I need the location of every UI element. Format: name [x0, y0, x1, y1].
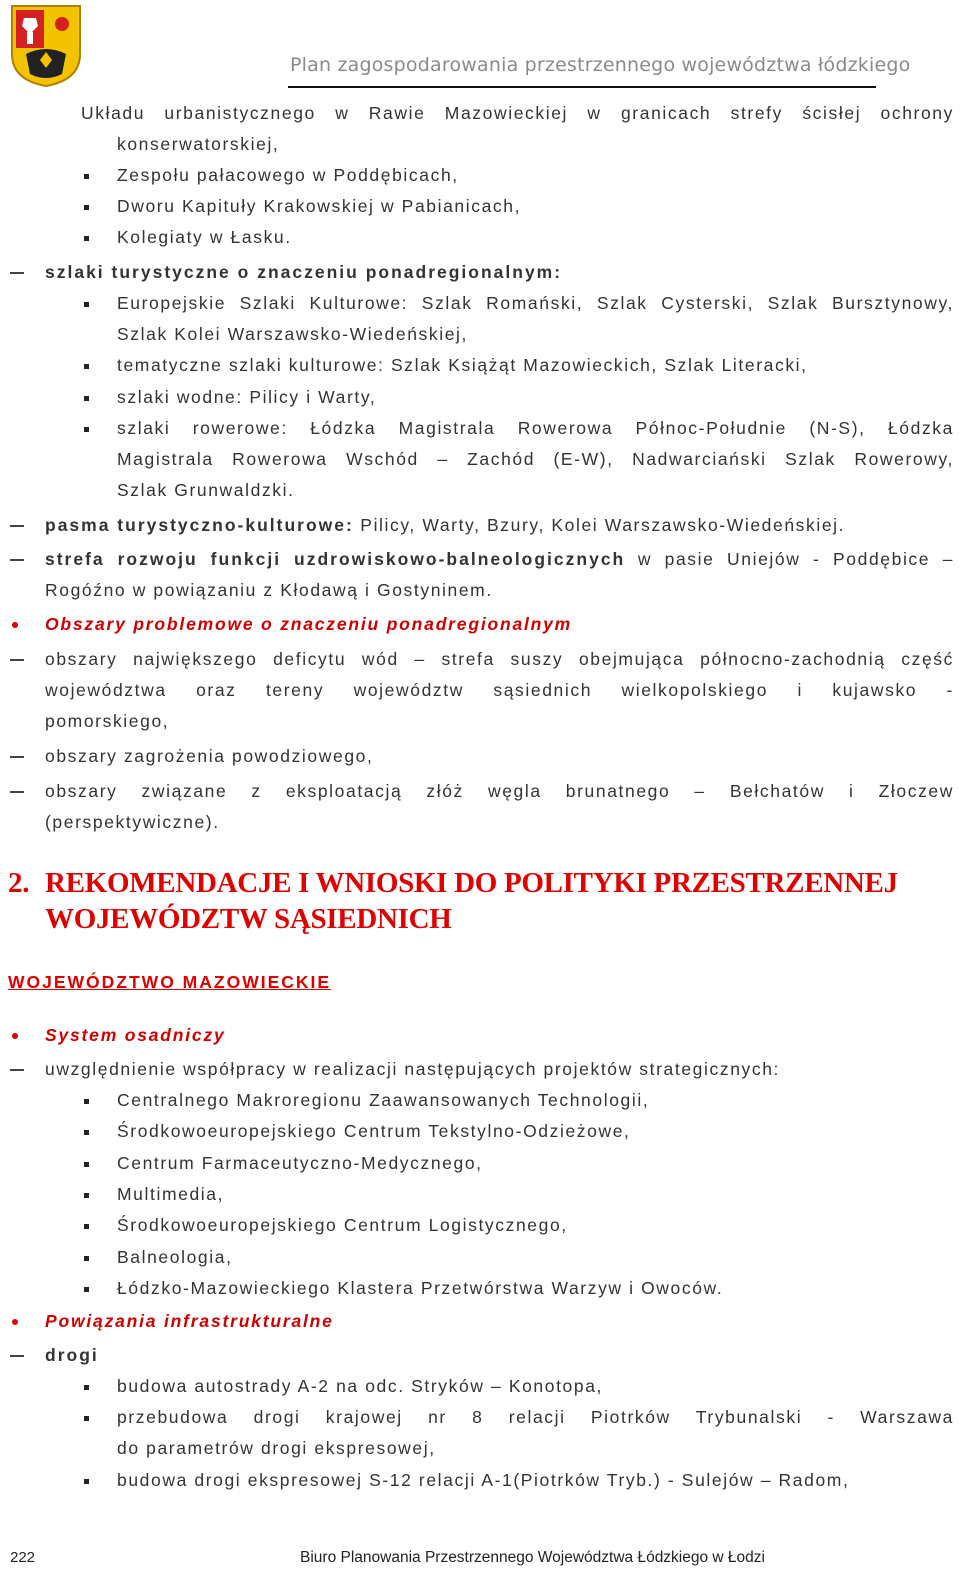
- square-bullet-icon: [84, 1479, 89, 1484]
- list-item: Kolegiaty w Łasku.: [117, 227, 292, 247]
- list-item-cont: województwa oraz tereny województw sąsiednich wielkopolskiego i kujawsko -: [45, 680, 954, 700]
- list-item-cont: do parametrów drogi ekspresowej,: [117, 1438, 436, 1458]
- list-item-cont: Szlak Grunwaldzki.: [117, 480, 295, 500]
- text-line: Układu urbanistycznego w Rawie Mazowieckiej w granicach strefy ścisłej ochrony: [81, 103, 954, 123]
- red-dot-bullet-icon: [12, 1319, 18, 1325]
- list-item: Centralnego Makroregionu Zaawansowanych Technologii,: [117, 1090, 650, 1110]
- square-bullet-icon: [84, 1130, 89, 1135]
- list-item: przebudowa drogi krajowej nr 8 relacji Piotrków Trybunalski - Warszawa: [117, 1407, 954, 1427]
- section-heading: Powiązania infrastrukturalne: [45, 1311, 334, 1331]
- list-item: Dworu Kapituły Krakowskiej w Pabianicach,: [117, 196, 522, 216]
- item-text: Pilicy, Warty, Bzury, Kolei Warszawsko-Wiedeńskiej.: [353, 515, 846, 535]
- list-item-cont: Rogóźno w powiązaniu z Kłodawą i Gostyninem.: [45, 580, 493, 600]
- square-bullet-icon: [84, 1224, 89, 1229]
- square-bullet-icon: [84, 205, 89, 210]
- square-bullet-icon: [84, 1385, 89, 1390]
- list-item: Zespołu pałacowego w Poddębicach,: [117, 165, 459, 185]
- dash-bullet-icon: [10, 1355, 24, 1357]
- square-bullet-icon: [84, 236, 89, 241]
- square-bullet-icon: [84, 364, 89, 369]
- bold-term: pasma turystyczno-kulturowe:: [45, 515, 354, 535]
- square-bullet-icon: [84, 1162, 89, 1167]
- list-item-cont: Magistrala Rowerowa Wschód – Zachód (E-W), Nadwarciański Szlak Rowerowy,: [117, 449, 954, 469]
- square-bullet-icon: [84, 302, 89, 307]
- list-item: Multimedia,: [117, 1184, 225, 1204]
- list-heading: szlaki turystyczne o znaczeniu ponadregionalnym:: [45, 262, 563, 282]
- section-heading: Obszary problemowe o znaczeniu ponadregionalnym: [45, 614, 573, 634]
- list-heading: drogi: [45, 1345, 99, 1365]
- list-item: Europejskie Szlaki Kulturowe: Szlak Romański, Szlak Cysterski, Szlak Bursztynowy,: [117, 293, 954, 313]
- list-item-cont: (perspektywiczne).: [45, 812, 220, 832]
- section-title: REKOMENDACJE I WNIOSKI DO POLITYKI PRZESTRZENNEJ: [45, 867, 898, 899]
- square-bullet-icon: [84, 1193, 89, 1198]
- square-bullet-icon: [84, 427, 89, 432]
- list-item: [45, 515, 845, 536]
- list-item: Łódzko-Mazowieckiego Klastera Przetwórstwa Warzyw i Owoców.: [117, 1278, 724, 1298]
- list-item: Środkowoeuropejskiego Centrum Tekstylno-Odzieżowe,: [117, 1121, 631, 1141]
- coat-of-arms-logo: [10, 4, 82, 88]
- dash-bullet-icon: [10, 1069, 24, 1071]
- dash-bullet-icon: [10, 525, 24, 527]
- dash-bullet-icon: [10, 272, 24, 274]
- square-bullet-icon: [84, 1099, 89, 1104]
- section-title-cont: WOJEWÓDZTW SĄSIEDNICH: [45, 903, 452, 935]
- bold-term: strefa rozwoju funkcji uzdrowiskowo-balneologicznych: [45, 549, 626, 569]
- page-number: 222: [10, 1549, 36, 1566]
- region-heading: WOJEWÓDZTWO MAZOWIECKIE: [8, 972, 332, 992]
- header-rule: [288, 86, 876, 88]
- dash-bullet-icon: [10, 659, 24, 661]
- square-bullet-icon: [84, 396, 89, 401]
- square-bullet-icon: [84, 1416, 89, 1421]
- item-text: w pasie Uniejów - Poddębice –: [625, 549, 955, 569]
- text-line: konserwatorskiej,: [117, 134, 280, 154]
- list-item: budowa autostrady A-2 na odc. Stryków – Konotopa,: [117, 1376, 604, 1396]
- square-bullet-icon: [84, 1256, 89, 1261]
- list-item: szlaki wodne: Pilicy i Warty,: [117, 387, 377, 407]
- dash-bullet-icon: [10, 559, 24, 561]
- list-item: Balneologia,: [117, 1247, 233, 1267]
- list-item-cont: Szlak Kolei Warszawsko-Wiedeńskiej,: [117, 324, 468, 344]
- section-number: 2.: [8, 867, 30, 899]
- list-item: uwzględnienie współpracy w realizacji następujących projektów strategicznych:: [45, 1059, 781, 1079]
- dash-bullet-icon: [10, 756, 24, 758]
- header-title: Plan zagospodarowania przestrzennego województwa łódzkiego: [290, 54, 911, 76]
- red-dot-bullet-icon: [12, 1033, 18, 1039]
- list-item: tematyczne szlaki kulturowe: Szlak Książąt Mazowieckich, Szlak Literacki,: [117, 355, 808, 375]
- list-item: Centrum Farmaceutyczno-Medycznego,: [117, 1153, 483, 1173]
- list-item: [45, 549, 954, 570]
- list-item: Środkowoeuropejskiego Centrum Logistycznego,: [117, 1215, 568, 1235]
- section-heading: System osadniczy: [45, 1025, 226, 1045]
- list-item: obszary związane z eksploatacją złóż węgla brunatnego – Bełchatów i Złoczew: [45, 781, 954, 801]
- red-dot-bullet-icon: [12, 622, 18, 628]
- square-bullet-icon: [84, 174, 89, 179]
- footer-text: Biuro Planowania Przestrzennego Województwa Łódzkiego w Łodzi: [300, 1549, 765, 1566]
- square-bullet-icon: [84, 1287, 89, 1292]
- list-item: budowa drogi ekspresowej S-12 relacji A-1(Piotrków Tryb.) - Sulejów – Radom,: [117, 1470, 850, 1490]
- list-item: obszary największego deficytu wód – strefa suszy obejmująca północno-zachodnią część: [45, 649, 954, 669]
- list-item-cont: pomorskiego,: [45, 711, 170, 731]
- list-item: obszary zagrożenia powodziowego,: [45, 746, 374, 766]
- dash-bullet-icon: [10, 791, 24, 793]
- list-item: szlaki rowerowe: Łódzka Magistrala Rowerowa Północ-Południe (N-S), Łódzka: [117, 418, 954, 438]
